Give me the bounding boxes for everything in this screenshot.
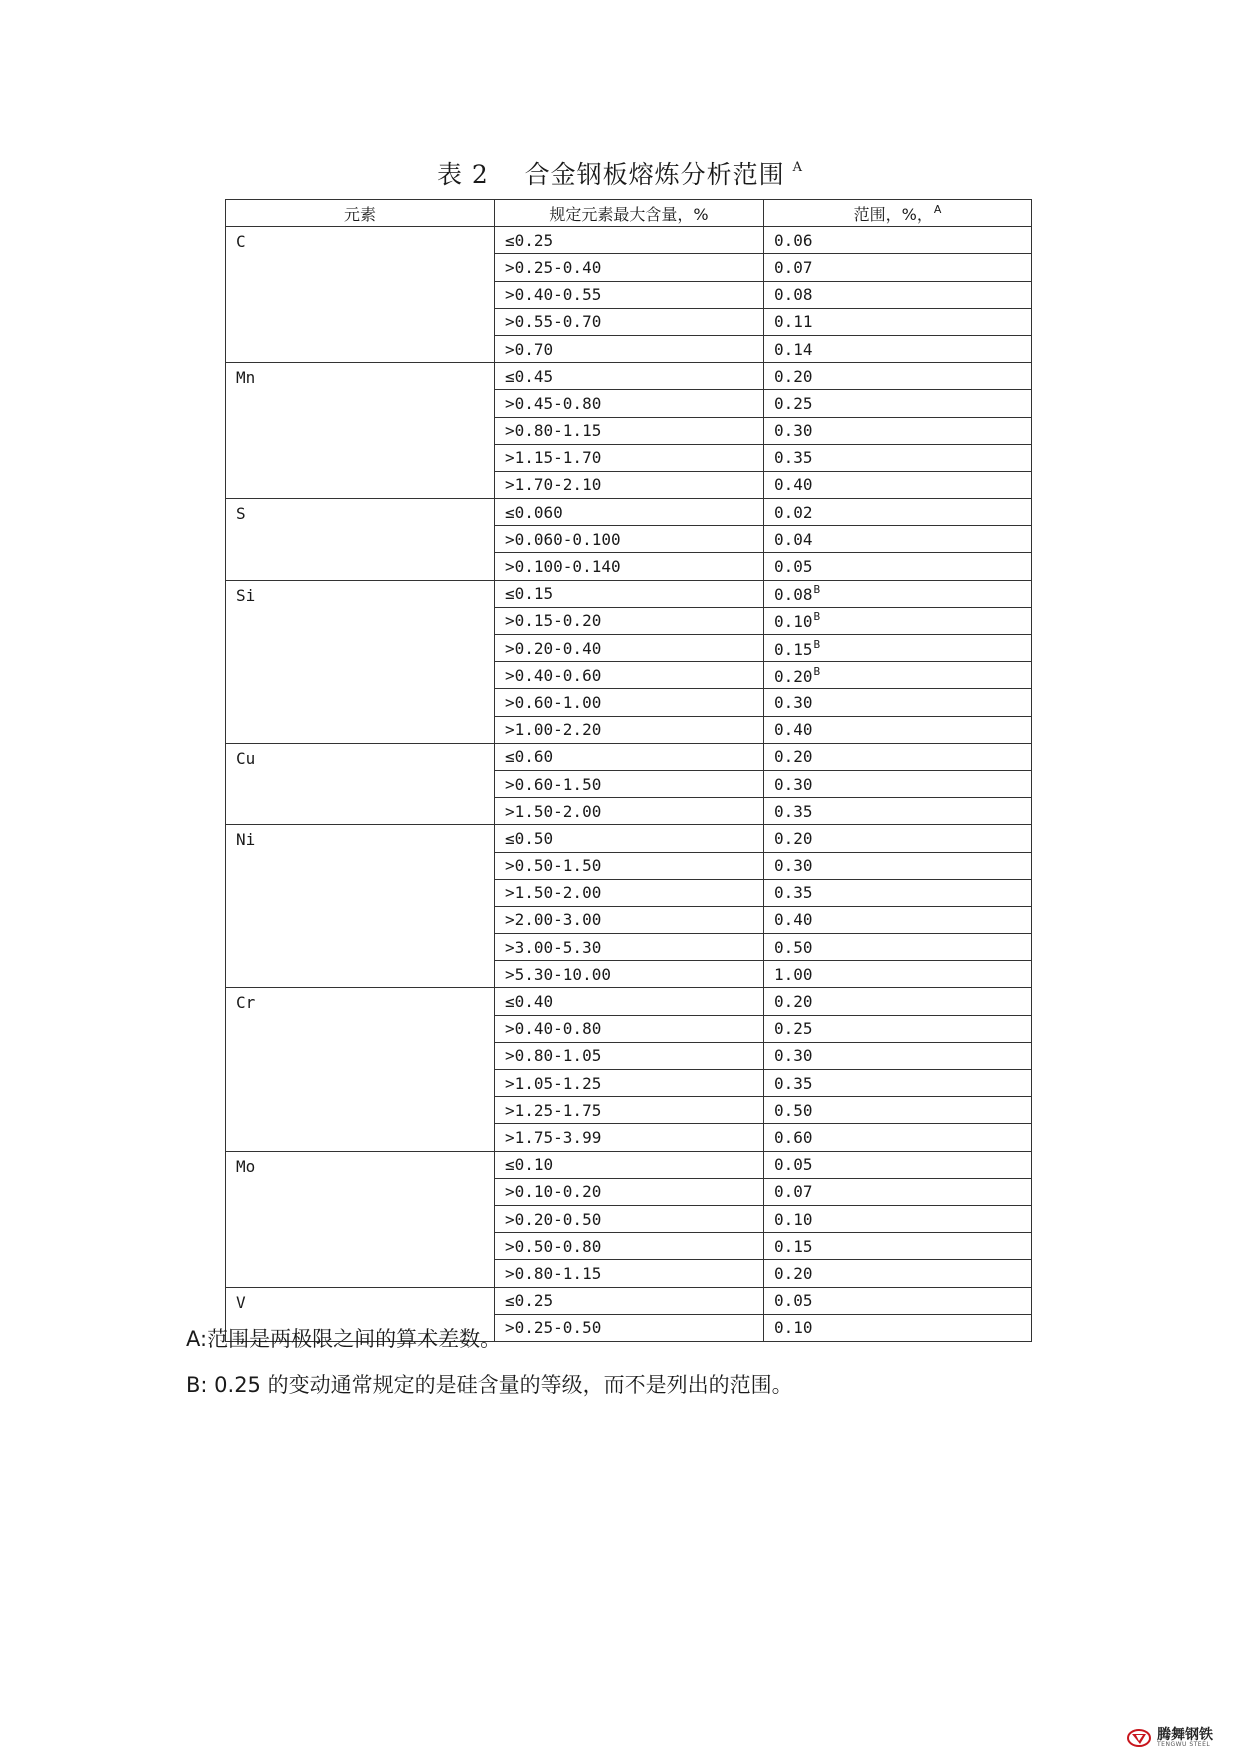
range-cell — [764, 553, 1032, 580]
range-cell — [764, 1260, 1032, 1287]
range-cell — [764, 770, 1032, 797]
range-cell — [764, 1151, 1032, 1178]
max-content-cell: >1.75-3.99 — [495, 1124, 764, 1151]
range-value: 0.25 — [774, 393, 813, 413]
max-content-cell: >1.50-2.00 — [495, 879, 764, 906]
range-value: 0.10 — [774, 1318, 813, 1338]
max-content-cell: >0.80-1.15 — [495, 417, 764, 444]
element-cell: S — [226, 499, 495, 581]
range-cell — [764, 1097, 1032, 1124]
max-content-cell: >5.30-10.00 — [495, 961, 764, 988]
max-content-cell: >0.40-0.80 — [495, 1015, 764, 1042]
element-cell: Cr — [226, 988, 495, 1151]
range-value: 0.40 — [774, 475, 813, 495]
max-content-cell: >0.20-0.50 — [495, 1205, 764, 1232]
range-value: 0.08 — [774, 585, 813, 605]
range-footnote-marker: B — [813, 637, 821, 651]
range-value: 0.08 — [774, 285, 813, 305]
range-cell — [764, 607, 1032, 634]
range-value: 0.30 — [774, 421, 813, 441]
range-value: 0.05 — [774, 1155, 813, 1175]
range-cell — [764, 308, 1032, 335]
range-cell — [764, 1042, 1032, 1069]
range-cell — [764, 1314, 1032, 1341]
max-content-cell: >0.060-0.100 — [495, 526, 764, 553]
range-value: 0.30 — [774, 774, 813, 794]
element-cell: Mo — [226, 1151, 495, 1287]
max-content-cell: >3.00-5.30 — [495, 934, 764, 961]
range-cell — [764, 417, 1032, 444]
max-content-cell: >0.60-1.00 — [495, 689, 764, 716]
header-range-label: 范围，%， — [853, 204, 933, 224]
element-cell: V — [226, 1287, 495, 1341]
range-cell — [764, 471, 1032, 498]
range-value: 0.20 — [774, 1263, 813, 1283]
range-cell — [764, 1178, 1032, 1205]
table-row — [226, 227, 1032, 254]
header-range — [764, 200, 1032, 227]
range-value: 0.05 — [774, 1291, 813, 1311]
company-name-cn: 腾舞钢铁 — [1157, 1727, 1213, 1743]
table-row — [226, 363, 1032, 390]
range-value: 0.14 — [774, 339, 813, 359]
table-title-footnote-marker: A — [792, 160, 804, 175]
range-value: 0.04 — [774, 529, 813, 549]
table-row — [226, 499, 1032, 526]
range-value: 0.60 — [774, 1127, 813, 1147]
element-cell: Cu — [226, 743, 495, 825]
max-content-cell: >1.15-1.70 — [495, 444, 764, 471]
max-content-cell: ≤0.15 — [495, 580, 764, 607]
range-cell — [764, 635, 1032, 662]
range-value: 0.30 — [774, 856, 813, 876]
max-content-cell: >2.00-3.00 — [495, 906, 764, 933]
range-value: 0.10 — [774, 612, 813, 632]
range-cell — [764, 1070, 1032, 1097]
max-content-cell: ≤0.25 — [495, 227, 764, 254]
range-cell — [764, 227, 1032, 254]
range-cell — [764, 580, 1032, 607]
max-content-cell: >0.55-0.70 — [495, 308, 764, 335]
range-value: 0.11 — [774, 312, 813, 332]
range-value: 0.50 — [774, 1100, 813, 1120]
max-content-cell: >0.100-0.140 — [495, 553, 764, 580]
element-cell: Ni — [226, 825, 495, 988]
footnote-b: B: 0.25 的变动通常规定的是硅含量的等级，而不是列出的范围。 — [186, 1373, 793, 1397]
range-value: 0.50 — [774, 937, 813, 957]
range-cell — [764, 254, 1032, 281]
range-cell — [764, 934, 1032, 961]
footnote-a: A:范围是两极限之间的算术差数。 — [186, 1327, 502, 1351]
range-footnote-marker: B — [813, 664, 821, 678]
company-logo — [1127, 1728, 1213, 1748]
range-cell — [764, 526, 1032, 553]
range-footnote-marker: B — [813, 610, 821, 624]
max-content-cell: ≤0.25 — [495, 1287, 764, 1314]
company-logo-icon — [1127, 1728, 1153, 1748]
range-cell — [764, 499, 1032, 526]
header-range-footnote-marker: A — [933, 202, 942, 216]
range-cell — [764, 1233, 1032, 1260]
range-cell — [764, 335, 1032, 362]
max-content-cell: >0.20-0.40 — [495, 635, 764, 662]
max-content-cell: ≤0.060 — [495, 499, 764, 526]
range-value: 0.20 — [774, 366, 813, 386]
max-content-cell: >1.25-1.75 — [495, 1097, 764, 1124]
range-cell — [764, 1124, 1032, 1151]
max-content-cell: >1.70-2.10 — [495, 471, 764, 498]
header-element: 元素 — [226, 200, 495, 227]
range-cell — [764, 1287, 1032, 1314]
range-cell — [764, 662, 1032, 689]
element-cell: C — [226, 227, 495, 363]
range-value: 0.15 — [774, 639, 813, 659]
table-row — [226, 580, 1032, 607]
table-header-row — [226, 200, 1032, 227]
range-value: 1.00 — [774, 964, 813, 984]
max-content-cell: >0.60-1.50 — [495, 770, 764, 797]
table-row — [226, 988, 1032, 1015]
range-value: 0.07 — [774, 257, 813, 277]
range-cell — [764, 852, 1032, 879]
max-content-cell: >0.15-0.20 — [495, 607, 764, 634]
range-value: 0.25 — [774, 1019, 813, 1039]
range-cell — [764, 363, 1032, 390]
range-value: 0.06 — [774, 230, 813, 250]
max-content-cell: ≤0.10 — [495, 1151, 764, 1178]
range-cell — [764, 281, 1032, 308]
header-max-content: 规定元素最大含量，% — [495, 200, 764, 227]
max-content-cell: >0.70 — [495, 335, 764, 362]
range-cell — [764, 961, 1032, 988]
range-value: 0.35 — [774, 801, 813, 821]
range-value: 0.02 — [774, 502, 813, 522]
max-content-cell: ≤0.45 — [495, 363, 764, 390]
max-content-cell: >0.40-0.60 — [495, 662, 764, 689]
max-content-cell: >1.05-1.25 — [495, 1070, 764, 1097]
table-row — [226, 825, 1032, 852]
range-value: 0.30 — [774, 1046, 813, 1066]
range-cell — [764, 390, 1032, 417]
max-content-cell: ≤0.40 — [495, 988, 764, 1015]
max-content-cell: >0.80-1.15 — [495, 1260, 764, 1287]
range-cell — [764, 906, 1032, 933]
table-body — [226, 227, 1032, 1342]
range-value: 0.35 — [774, 883, 813, 903]
max-content-cell: >0.80-1.05 — [495, 1042, 764, 1069]
range-cell — [764, 689, 1032, 716]
range-cell — [764, 1205, 1032, 1232]
element-cell: Si — [226, 580, 495, 743]
company-name-en: TENGWU STEEL — [1157, 1741, 1211, 1748]
range-value: 0.40 — [774, 910, 813, 930]
range-value: 0.07 — [774, 1182, 813, 1202]
range-value: 0.35 — [774, 448, 813, 468]
max-content-cell: >0.50-0.80 — [495, 1233, 764, 1260]
max-content-cell: ≤0.60 — [495, 743, 764, 770]
table-row — [226, 1151, 1032, 1178]
table-title — [0, 155, 1240, 191]
max-content-cell: >0.50-1.50 — [495, 852, 764, 879]
element-cell: Mn — [226, 363, 495, 499]
range-value: 0.40 — [774, 720, 813, 740]
range-cell — [764, 1015, 1032, 1042]
range-value: 0.20 — [774, 666, 813, 686]
table-row — [226, 743, 1032, 770]
range-value: 0.20 — [774, 992, 813, 1012]
range-cell — [764, 743, 1032, 770]
max-content-cell: >0.25-0.50 — [495, 1314, 764, 1341]
range-value: 0.20 — [774, 828, 813, 848]
max-content-cell: >1.00-2.20 — [495, 716, 764, 743]
range-value: 0.15 — [774, 1236, 813, 1256]
range-cell — [764, 988, 1032, 1015]
range-cell — [764, 798, 1032, 825]
table-title-text: 表 2 合金钢板熔炼分析范围 — [436, 160, 785, 189]
range-value: 0.05 — [774, 557, 813, 577]
range-value: 0.30 — [774, 692, 813, 712]
range-cell — [764, 444, 1032, 471]
range-cell — [764, 825, 1032, 852]
max-content-cell: >1.50-2.00 — [495, 798, 764, 825]
company-logo-text — [1157, 1728, 1213, 1748]
range-cell — [764, 879, 1032, 906]
max-content-cell: ≤0.50 — [495, 825, 764, 852]
max-content-cell: >0.10-0.20 — [495, 1178, 764, 1205]
heat-analysis-table — [225, 199, 1032, 1342]
table-row — [226, 1287, 1032, 1314]
range-value: 0.20 — [774, 747, 813, 767]
range-value: 0.35 — [774, 1073, 813, 1093]
range-value: 0.10 — [774, 1209, 813, 1229]
range-cell — [764, 716, 1032, 743]
max-content-cell: >0.40-0.55 — [495, 281, 764, 308]
max-content-cell: >0.45-0.80 — [495, 390, 764, 417]
max-content-cell: >0.25-0.40 — [495, 254, 764, 281]
range-footnote-marker: B — [813, 583, 821, 597]
